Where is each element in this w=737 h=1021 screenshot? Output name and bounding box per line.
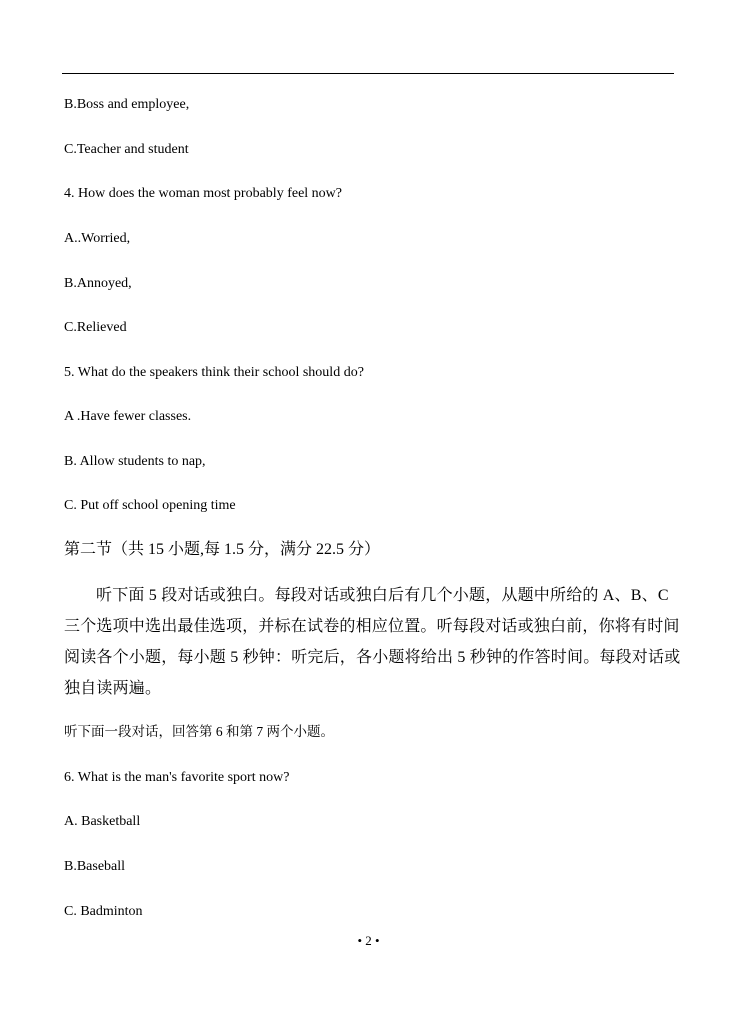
- question-6: 6. What is the man's favorite sport now?: [64, 770, 290, 785]
- dialogue-intro: 听下面一段对话，回答第 6 和第 7 两个小题。: [64, 724, 334, 739]
- section-instructions: 听下面 5 段对话或独白。每段对话或独白后有几个小题，从题中所给的 A、B、C 三个选项中选出最佳选项，并标在试卷的相应位置。听每段对话或独白前，你将有时间阅读各个小题，每小题 5 秒钟：听完后，各小题将给出 5 秒钟的作答时间。每段对话或独自读两遍。: [64, 587, 681, 697]
- option-q4-b: B.Annoyed,: [64, 276, 132, 291]
- option-q4-a: A..Worried,: [64, 231, 131, 246]
- section-heading: 第二节（共 15 小题,每 1.5 分，满分 22.5 分）: [64, 541, 381, 558]
- option-q6-c: C. Badminton: [64, 904, 143, 919]
- question-5: 5. What do the speakers think their school should do?: [64, 365, 364, 380]
- option-q3-c: C.Teacher and student: [64, 142, 189, 157]
- question-4: 4. How does the woman most probably feel now?: [64, 186, 342, 201]
- header-rule: [62, 73, 674, 74]
- option-q3-b: B.Boss and employee,: [64, 97, 190, 112]
- option-q5-a: A .Have fewer classes.: [64, 409, 192, 424]
- page-number: • 2 •: [357, 933, 380, 948]
- option-q5-b: B. Allow students to nap,: [64, 454, 206, 469]
- option-q4-c: C.Relieved: [64, 320, 127, 335]
- option-q6-a: A. Basketball: [64, 814, 141, 829]
- option-q6-b: B.Baseball: [64, 859, 126, 874]
- option-q5-c: C. Put off school opening time: [64, 498, 236, 513]
